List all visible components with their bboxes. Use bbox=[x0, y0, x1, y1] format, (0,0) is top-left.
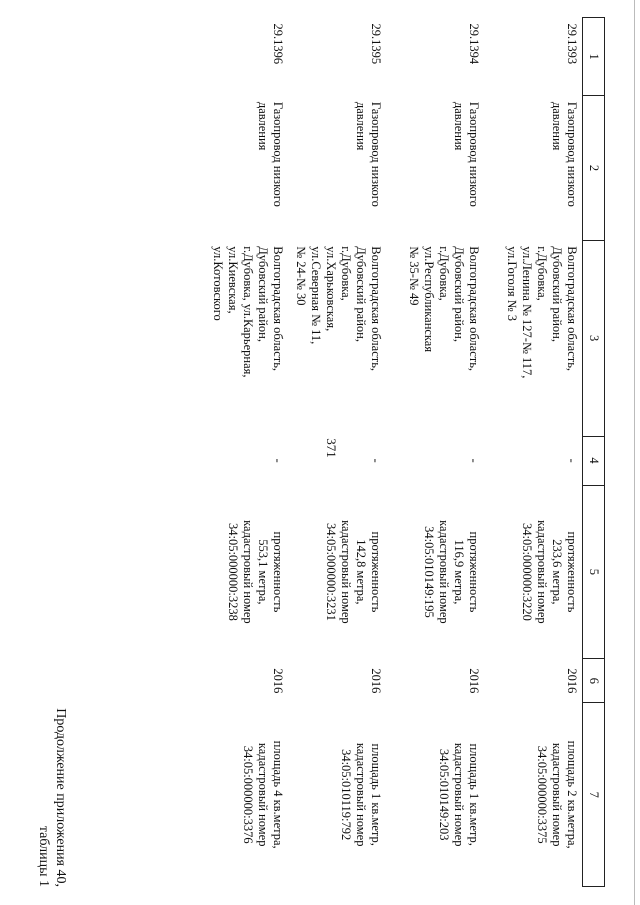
land-line: 34:05:010119:792 bbox=[339, 749, 353, 841]
continuation-note bbox=[35, 627, 69, 887]
params-line: 34:05:000000:3220 bbox=[520, 522, 534, 621]
params-line: 233,6 метра, bbox=[550, 539, 564, 605]
address-line: г.Дубовка, ул.Карьерная, bbox=[241, 246, 255, 378]
header-cell-2: 2 bbox=[583, 96, 605, 240]
cell-name bbox=[386, 96, 484, 240]
address-line: г.Дубовка, bbox=[339, 246, 353, 301]
table-row bbox=[288, 18, 386, 887]
address-line: г.Дубовка, bbox=[437, 246, 451, 301]
cell-col4: - bbox=[467, 458, 481, 463]
land-line: кадастровый номер bbox=[354, 742, 368, 847]
address-line: г.Дубовка, bbox=[535, 246, 549, 301]
cell-address bbox=[288, 240, 386, 436]
header-cell-6: 6 bbox=[583, 659, 605, 703]
address-line: ул.Котовского bbox=[211, 246, 225, 321]
cell-col4: - bbox=[271, 458, 285, 463]
land-line: кадастровый номер bbox=[452, 742, 466, 847]
header-row bbox=[583, 18, 605, 887]
cell-params bbox=[386, 485, 484, 659]
cell-year: 2016 bbox=[271, 668, 285, 694]
address-line: Волгоградская область, bbox=[467, 246, 481, 372]
cell-col4: - bbox=[565, 458, 579, 463]
name-line: давления bbox=[256, 101, 270, 151]
params-line: протяженность bbox=[467, 531, 481, 613]
page-edge bbox=[634, 0, 635, 905]
cell-params bbox=[190, 485, 288, 659]
address-line: Дубовский район, bbox=[354, 246, 368, 342]
cell-land bbox=[190, 703, 288, 887]
cell-year: 2016 bbox=[467, 668, 481, 694]
params-line: протяженность bbox=[271, 531, 285, 613]
land-line: площадь 1 кв.метр, bbox=[467, 743, 481, 846]
address-line: ул.Киевская, bbox=[226, 246, 240, 314]
address-line: Волгоградская область, bbox=[565, 246, 579, 372]
params-line: кадастровый номер bbox=[437, 520, 451, 624]
cell-address bbox=[386, 240, 484, 436]
address-line: Дубовский район, bbox=[452, 246, 466, 342]
cell-col4: - bbox=[369, 458, 383, 463]
address-line: Волгоградская область, bbox=[271, 246, 285, 372]
table-row bbox=[386, 18, 484, 887]
address-line: ул.Республиканская bbox=[422, 246, 436, 353]
params-line: кадастровый номер bbox=[535, 520, 549, 624]
land-line: площадь 1 кв.метр, bbox=[369, 743, 383, 846]
address-line: ул.Харьковская, bbox=[324, 246, 338, 332]
land-line: 34:05:000000:3376 bbox=[241, 745, 255, 844]
property-table bbox=[190, 17, 605, 887]
params-line: протяженность bbox=[369, 531, 383, 613]
table-row bbox=[190, 18, 288, 887]
table-row bbox=[484, 18, 583, 887]
name-line: Газопровод низкого bbox=[565, 101, 579, 207]
params-line: кадастровый номер bbox=[241, 520, 255, 624]
cell-number: 29.1395 bbox=[369, 23, 383, 65]
cell-name bbox=[288, 96, 386, 240]
params-line: протяженность bbox=[565, 531, 579, 613]
name-line: Газопровод низкого bbox=[271, 101, 285, 207]
header-cell-7: 7 bbox=[583, 703, 605, 887]
land-line: кадастровый номер bbox=[550, 742, 564, 847]
params-line: 142,8 метра, bbox=[354, 539, 368, 605]
params-line: 34:05:000000:3238 bbox=[226, 522, 240, 621]
cell-params bbox=[484, 485, 583, 659]
header-cell-1: 1 bbox=[583, 18, 605, 96]
address-line: № 24-№ 30 bbox=[294, 246, 308, 306]
address-line: ул.Ленина № 127-№ 117, bbox=[520, 246, 534, 379]
cell-land bbox=[288, 703, 386, 887]
cell-address bbox=[484, 240, 583, 436]
header-cell-5: 5 bbox=[583, 485, 605, 659]
land-line: кадастровый номер bbox=[256, 742, 270, 847]
address-line: № 35-№ 49 bbox=[407, 246, 421, 306]
header-cell-4: 4 bbox=[583, 436, 605, 485]
name-line: Газопровод низкого bbox=[369, 101, 383, 207]
rotated-page bbox=[35, 17, 605, 887]
name-line: давления bbox=[452, 101, 466, 151]
name-line: Газопровод низкого bbox=[467, 101, 481, 207]
cell-year: 2016 bbox=[565, 668, 579, 694]
cell-name bbox=[484, 96, 583, 240]
land-line: площадь 2 кв.метра, bbox=[565, 740, 579, 849]
params-line: 34:05:000000:3231 bbox=[324, 522, 338, 621]
address-line: Дубовский район, bbox=[550, 246, 564, 342]
continuation-line-1: Продолжение приложения 40, bbox=[53, 708, 68, 887]
address-line: Дубовский район, bbox=[256, 246, 270, 342]
address-line: ул.Северная № 11, bbox=[309, 246, 323, 345]
address-line: Волгоградская область, bbox=[369, 246, 383, 372]
cell-land bbox=[484, 703, 583, 887]
land-line: 34:05:000000:3375 bbox=[535, 745, 549, 844]
cell-name bbox=[190, 96, 288, 240]
cell-number: 29.1394 bbox=[467, 23, 481, 65]
params-line: 553,1 метра, bbox=[256, 539, 270, 605]
params-line: 116,9 метра, bbox=[452, 539, 466, 605]
header-cell-3: 3 bbox=[583, 240, 605, 436]
cell-land bbox=[386, 703, 484, 887]
land-line: 34:05:010149:203 bbox=[437, 748, 451, 841]
params-line: 34:05:010149:195 bbox=[422, 526, 436, 618]
address-line: ул.Гоголя № 3 bbox=[505, 246, 519, 322]
cell-params bbox=[288, 485, 386, 659]
page-number: 371 bbox=[324, 438, 339, 458]
name-line: давления bbox=[354, 101, 368, 151]
continuation-line-2: таблицы 1 bbox=[36, 825, 51, 887]
params-line: кадастровый номер bbox=[339, 520, 353, 624]
name-line: давления bbox=[550, 101, 564, 151]
cell-number: 29.1393 bbox=[565, 23, 579, 65]
cell-address bbox=[190, 240, 288, 436]
cell-year: 2016 bbox=[369, 668, 383, 694]
cell-number: 29.1396 bbox=[271, 23, 285, 65]
land-line: площадь 4 кв.метра, bbox=[271, 740, 285, 849]
